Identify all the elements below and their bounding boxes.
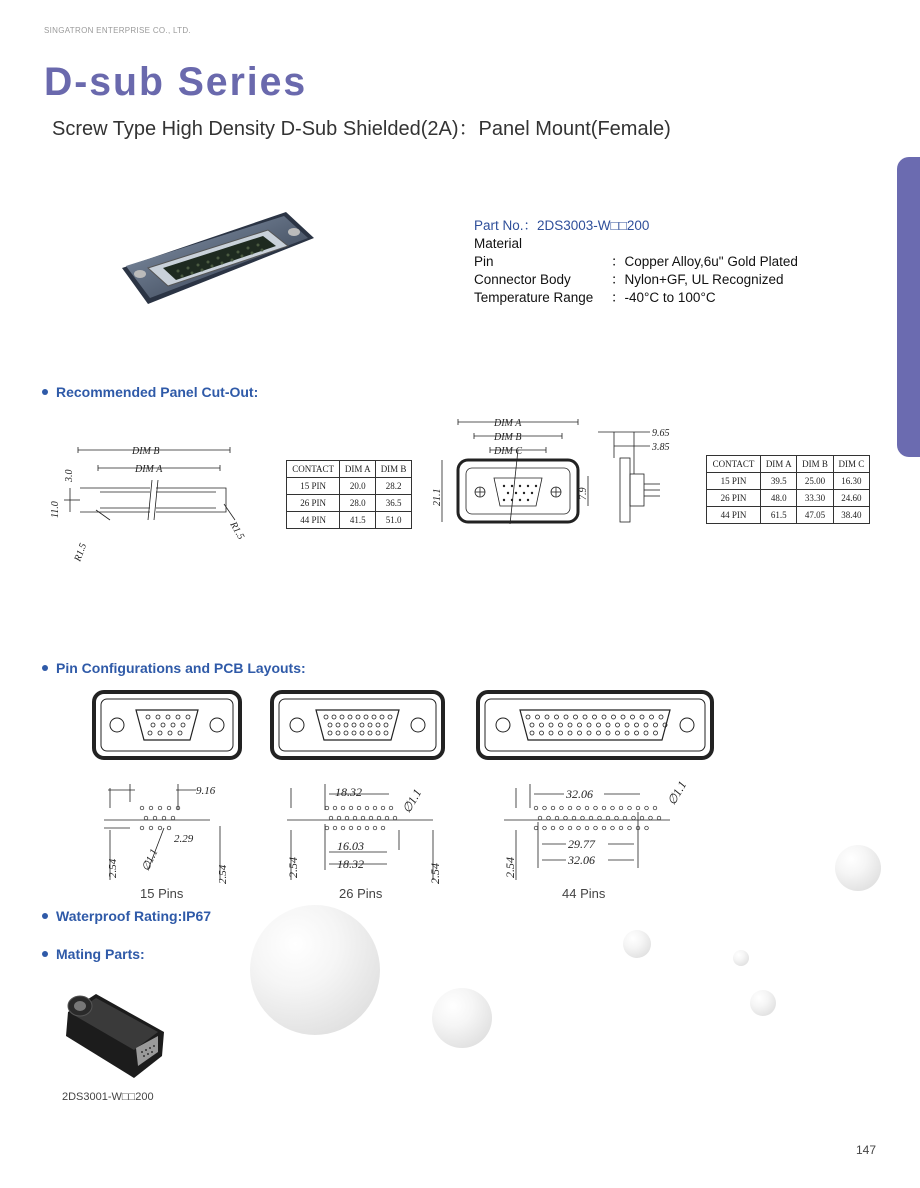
- pin-hole: [587, 731, 591, 735]
- pin-hole: [564, 715, 568, 719]
- dim-b-label: DIM B: [132, 446, 160, 457]
- spec-value: ：Nylon+GF, UL Recognized: [611, 272, 784, 287]
- pin-hole: [602, 806, 606, 810]
- table-cell: 15 PIN: [707, 473, 761, 490]
- dim-label: 18.32: [335, 785, 362, 799]
- decorative-bubble: [623, 930, 651, 958]
- pin-hole: [654, 723, 658, 727]
- pin-hole: [594, 806, 598, 810]
- pin-hole: [389, 806, 393, 810]
- pin-hole: [597, 723, 601, 727]
- pin-hole: [393, 816, 397, 820]
- pin-hole: [577, 806, 581, 810]
- dim-table-cutout: [286, 460, 412, 529]
- pin-hole: [349, 806, 353, 810]
- pin-hole: [560, 826, 564, 830]
- pin-hole: [589, 816, 593, 820]
- pin-hole: [649, 816, 653, 820]
- hole-label: ∅1.1: [664, 778, 690, 808]
- table-row: [707, 473, 870, 490]
- pin-hole: [625, 731, 629, 735]
- pin-hole: [540, 723, 544, 727]
- decorative-bubble: [250, 905, 380, 1035]
- pin-hole: [345, 816, 349, 820]
- pin-face-44: [476, 690, 714, 760]
- pin-hole: [534, 806, 538, 810]
- pin-hole: [645, 806, 649, 810]
- bullet-icon: [42, 665, 48, 671]
- pin-hole: [623, 816, 627, 820]
- pin-hole: [564, 816, 568, 820]
- pin-hole: [616, 723, 620, 727]
- section-heading-text: Pin Configurations and PCB Layouts:: [56, 660, 306, 676]
- pin-hole: [337, 816, 341, 820]
- pin-hole: [568, 826, 572, 830]
- pin-hole: [349, 826, 353, 830]
- pin-hole: [526, 715, 530, 719]
- dim-label: 2.54: [428, 863, 442, 884]
- pin-hole: [606, 731, 610, 735]
- table-cell: 48.0: [761, 490, 797, 507]
- pin-hole: [373, 806, 377, 810]
- pin-hole: [577, 826, 581, 830]
- dim-label: 18.32: [337, 857, 364, 871]
- pin-hole: [381, 826, 385, 830]
- pin-hole: [549, 731, 553, 735]
- pin-hole: [602, 715, 606, 719]
- pin-label-44: 44 Pins: [562, 886, 606, 901]
- table-cell: 20.0: [340, 478, 376, 495]
- pin-hole: [329, 816, 333, 820]
- pin-hole: [625, 723, 629, 727]
- table-cell: 15 PIN: [287, 478, 340, 495]
- pin-hole: [381, 806, 385, 810]
- pin-hole: [545, 715, 549, 719]
- mating-part-number: 2DS3001-W□□200: [62, 1091, 154, 1103]
- dim-label: 9.16: [196, 785, 216, 797]
- pin-hole: [568, 723, 572, 727]
- bullet-icon: [42, 389, 48, 395]
- radius-right-label: R1.5: [227, 520, 247, 542]
- pin-hole: [333, 806, 337, 810]
- decorative-bubble: [733, 950, 749, 966]
- section-heading-waterproof: [42, 908, 211, 924]
- pin-hole: [534, 826, 538, 830]
- pin-hole: [587, 723, 591, 727]
- table-header: DIM A: [761, 456, 797, 473]
- pin-hole: [581, 816, 585, 820]
- pin-hole: [572, 816, 576, 820]
- pin-hole: [559, 731, 563, 735]
- pin-hole: [551, 806, 555, 810]
- pin-hole: [365, 826, 369, 830]
- pin-hole: [636, 806, 640, 810]
- table-cell: 44 PIN: [707, 507, 761, 524]
- spec-row: [474, 253, 798, 271]
- pin-hole: [593, 715, 597, 719]
- table-row: [707, 507, 870, 524]
- pin-hole: [530, 731, 534, 735]
- connector-product-image: [118, 208, 318, 316]
- radius-left-label: R1.5: [72, 541, 90, 564]
- pin-hole: [621, 715, 625, 719]
- table-cell: 28.0: [340, 495, 376, 512]
- table-cell: 39.5: [761, 473, 797, 490]
- pin-hole: [536, 715, 540, 719]
- pin-hole: [365, 806, 369, 810]
- pin-hole: [555, 816, 559, 820]
- pin-hole: [361, 816, 365, 820]
- table-cell: 41.5: [340, 512, 376, 529]
- pin-hole: [325, 806, 329, 810]
- pin-hole: [628, 806, 632, 810]
- dim-a-label: DIM A: [135, 464, 163, 475]
- spec-row: [474, 289, 798, 307]
- spec-value: ：-40°C to 100°C: [611, 290, 716, 305]
- dim-11-label: 11.0: [50, 501, 61, 518]
- pin-hole: [619, 826, 623, 830]
- table-cell: 51.0: [376, 512, 412, 529]
- inner-height-label: 7.9: [578, 487, 589, 500]
- dim-label: 2.54: [217, 864, 229, 884]
- pin-hole: [606, 723, 610, 727]
- pin-hole: [551, 826, 555, 830]
- pin-hole: [644, 731, 648, 735]
- pcb-layout-44: [500, 772, 710, 884]
- pin-face-15: [92, 690, 242, 760]
- front-view-drawing: [428, 414, 690, 526]
- pin-hole: [547, 816, 551, 820]
- pin-hole: [578, 723, 582, 727]
- section-heading-text: Waterproof Rating:IP67: [56, 908, 212, 924]
- dim-label: 2.54: [503, 857, 517, 878]
- dim-c-label: DIM C: [494, 446, 523, 457]
- table-cell: 33.30: [797, 490, 833, 507]
- pin-hole: [657, 816, 661, 820]
- pin-hole: [616, 731, 620, 735]
- table-cell: 36.5: [376, 495, 412, 512]
- decorative-bubble: [835, 845, 881, 891]
- pin-hole: [640, 715, 644, 719]
- table-cell: 26 PIN: [707, 490, 761, 507]
- bullet-icon: [42, 951, 48, 957]
- dim-label: 2.29: [174, 833, 194, 845]
- pin-label-26: 26 Pins: [339, 886, 383, 901]
- pin-hole: [635, 731, 639, 735]
- table-header-row: [287, 461, 412, 478]
- pin-hole: [377, 816, 381, 820]
- side-tab: [897, 157, 920, 457]
- pin-hole: [619, 806, 623, 810]
- table-cell: 25.00: [797, 473, 833, 490]
- dim-3-label: 3.0: [64, 469, 75, 482]
- pin-hole: [644, 723, 648, 727]
- section-heading-pin: [42, 660, 306, 676]
- page-subtitle: Screw Type High Density D-Sub Shielded(2A)：Panel Mount(Female): [52, 118, 671, 140]
- table-cell: 28.2: [376, 478, 412, 495]
- hole-label: ∅1.1: [399, 786, 425, 816]
- pin-hole: [611, 826, 615, 830]
- dim-label: 16.03: [337, 839, 364, 853]
- pin-hole: [615, 816, 619, 820]
- table-header: DIM B: [797, 456, 833, 473]
- specs-table: [474, 253, 798, 307]
- table-header: DIM B: [376, 461, 412, 478]
- pin-hole: [631, 715, 635, 719]
- table-cell: 24.60: [833, 490, 869, 507]
- table-cell: 44 PIN: [287, 512, 340, 529]
- section-heading-mating: [42, 946, 145, 962]
- table-row: [287, 495, 412, 512]
- table-header-row: [707, 456, 870, 473]
- pin-hole: [594, 826, 598, 830]
- table-cell: 26 PIN: [287, 495, 340, 512]
- table-cell: 38.40: [833, 507, 869, 524]
- dim-965-label: 9.65: [652, 428, 670, 439]
- part-number: Part No.：2DS3003-W□□200: [474, 218, 650, 233]
- pin-hole: [385, 816, 389, 820]
- pin-hole: [357, 826, 361, 830]
- spec-label: Temperature Range: [474, 290, 594, 305]
- pin-hole: [578, 731, 582, 735]
- pin-hole: [568, 731, 572, 735]
- spec-label: Pin: [474, 254, 494, 269]
- hole-label: ∅1.1: [139, 847, 161, 874]
- spec-row: [474, 271, 798, 289]
- pin-hole: [325, 826, 329, 830]
- panel-cutout-drawing: [40, 440, 270, 570]
- pin-hole: [611, 806, 615, 810]
- dim-a-label: DIM A: [494, 418, 522, 429]
- pin-hole: [583, 715, 587, 719]
- table-row: [287, 512, 412, 529]
- table-header: DIM A: [340, 461, 376, 478]
- pin-hole: [628, 826, 632, 830]
- material-label: Material: [474, 236, 523, 251]
- dim-b-label: DIM B: [494, 432, 522, 443]
- pin-hole: [568, 806, 572, 810]
- dim-label: 32.06: [566, 787, 593, 801]
- pin-hole: [574, 715, 578, 719]
- table-header: CONTACT: [707, 456, 761, 473]
- pin-hole: [653, 806, 657, 810]
- dim-label: 2.54: [107, 858, 119, 878]
- pin-hole: [612, 715, 616, 719]
- table-cell: 16.30: [833, 473, 869, 490]
- pin-label-15: 15 Pins: [140, 886, 184, 901]
- pin-hole: [341, 806, 345, 810]
- spec-value: ：Copper Alloy,6u" Gold Plated: [611, 254, 798, 269]
- decorative-bubble: [750, 990, 776, 1016]
- table-cell: 61.5: [761, 507, 797, 524]
- pin-hole: [597, 731, 601, 735]
- pin-hole: [585, 806, 589, 810]
- pin-hole: [333, 826, 337, 830]
- company-name: SINGATRON ENTERPRISE CO., LTD.: [44, 26, 191, 35]
- pin-hole: [559, 723, 563, 727]
- pin-hole: [598, 816, 602, 820]
- pin-hole: [645, 826, 649, 830]
- pin-hole: [538, 816, 542, 820]
- pin-hole: [602, 826, 606, 830]
- page-number: 147: [856, 1143, 877, 1157]
- pin-hole: [357, 806, 361, 810]
- dim-385-label: 3.85: [652, 442, 670, 453]
- pin-hole: [650, 715, 654, 719]
- pin-hole: [543, 826, 547, 830]
- page-title: D-sub Series: [44, 60, 308, 104]
- pcb-layout-15: [100, 780, 240, 884]
- specs-block: [474, 217, 798, 307]
- table-row: [707, 490, 870, 507]
- decorative-bubble: [432, 988, 492, 1048]
- section-heading-text: Recommended Panel Cut-Out:: [56, 384, 259, 400]
- pin-hole: [373, 826, 377, 830]
- mating-part-image: [58, 990, 170, 1082]
- dim-label: 32.06: [568, 853, 595, 867]
- pin-hole: [640, 816, 644, 820]
- height-label: 21.1: [432, 488, 443, 506]
- table-header: CONTACT: [287, 461, 340, 478]
- pin-hole: [585, 826, 589, 830]
- pin-hole: [654, 731, 658, 735]
- pin-hole: [555, 715, 559, 719]
- pin-hole: [543, 806, 547, 810]
- pin-hole: [341, 826, 345, 830]
- pin-hole: [632, 816, 636, 820]
- table-row: [287, 478, 412, 495]
- table-cell: 47.05: [797, 507, 833, 524]
- pin-hole: [659, 715, 663, 719]
- dim-label: 2.54: [286, 857, 300, 878]
- pin-hole: [369, 816, 373, 820]
- section-heading-cutout: [42, 384, 258, 400]
- dim-table-front: [706, 455, 870, 524]
- pcb-layout-26: [283, 780, 453, 884]
- pin-hole: [606, 816, 610, 820]
- pin-hole: [353, 816, 357, 820]
- dim-label: 29.77: [568, 837, 595, 851]
- pin-face-26: [270, 690, 445, 760]
- pin-hole: [635, 723, 639, 727]
- spec-label: Connector Body: [474, 272, 571, 287]
- pin-hole: [560, 806, 564, 810]
- bullet-icon: [42, 913, 48, 919]
- section-heading-text: Mating Parts:: [56, 946, 145, 962]
- table-header: DIM C: [833, 456, 869, 473]
- pin-hole: [530, 723, 534, 727]
- pin-hole: [540, 731, 544, 735]
- pin-hole: [549, 723, 553, 727]
